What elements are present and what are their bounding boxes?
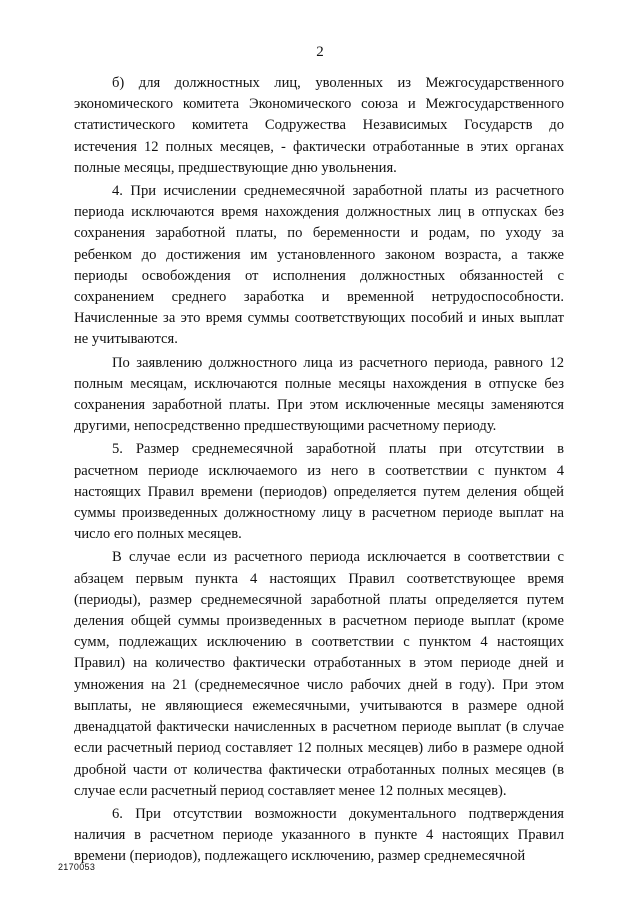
paragraph-item-4: 4. При исчислении среднемесячной заработной платы из расчетного периода исключаются время нахождения должностных лиц в отпусках без сохранения заработной платы, по беременности и родам, по уходу за ребенком до достижения им установленного законом возраста, а также периоды освобождения от исполнения должностных обязанностей с сохранением среднего заработка и временной нетрудоспособности. Начисленные за это время суммы соответствующих пособий и иных выплат не учитываются. <box>74 183 564 348</box>
document-body <box>74 73 564 868</box>
page-number: 2 <box>316 44 324 60</box>
paragraph-b-officials: б) для должностных лиц, уволенных из Межгосударственного экономического комитета Экономического союза и Межгосударственного статистического комитета Содружества Независимых Государств до истечения 12 полных месяцев, - фактически отработанные в этих органах полные месяцы, предшествующие дню увольнения. <box>74 75 564 176</box>
paragraph-item-6: 6. При отсутствии возможности документального подтверждения наличия в расчетном периоде указанного в пункте 4 настоящих Правил времени (периодов), подлежащего исключению, размер среднемесячной <box>74 805 564 865</box>
document-code: 2170053 <box>58 862 96 872</box>
paragraph-item-4-application: По заявлению должностного лица из расчетного периода, равного 12 полным месяцам, исключаются полные месяцы нахождения в отпуске без сохранения заработной платы. При этом исключенные месяцы заменяются другими, непосредственно предшествующими расчетному периоду. <box>74 354 564 435</box>
paragraph-item-5: 5. Размер среднемесячной заработной платы при отсутствии в расчетном периоде исключаемого из него в соответствии с пунктом 4 настоящих Правил времени (периодов) определяется путем деления общей суммы произведенных должностному лицу в расчетном периоде выплат на число его полных месяцев. <box>74 441 564 543</box>
paragraph-item-5-exclusion: В случае если из расчетного периода исключается в соответствии с абзацем первым пункта 4 настоящих Правил соответствующее время (периоды), размер среднемесячной заработной платы определяется путем деления общей суммы произведенных в расчетном периоде выплат (кроме сумм, подлежащих исключению в соответствии с пунктом 4 настоящих Правил) на количество фактически отработанных в этом периоде дней и умножения на 21 (среднемесячное число рабочих дней в году). При этом выплаты, не являющиеся ежемесячными, учитываются в размере одной двенадцатой фактически начисленных в расчетном периоде выплат (в случае если расчетный период составляет 12 полных месяцев) либо в размере одной дробной части от количества фактически отработанных полных месяцев (в случае если расчетный период составляет менее 12 полных месяцев). <box>74 549 564 799</box>
